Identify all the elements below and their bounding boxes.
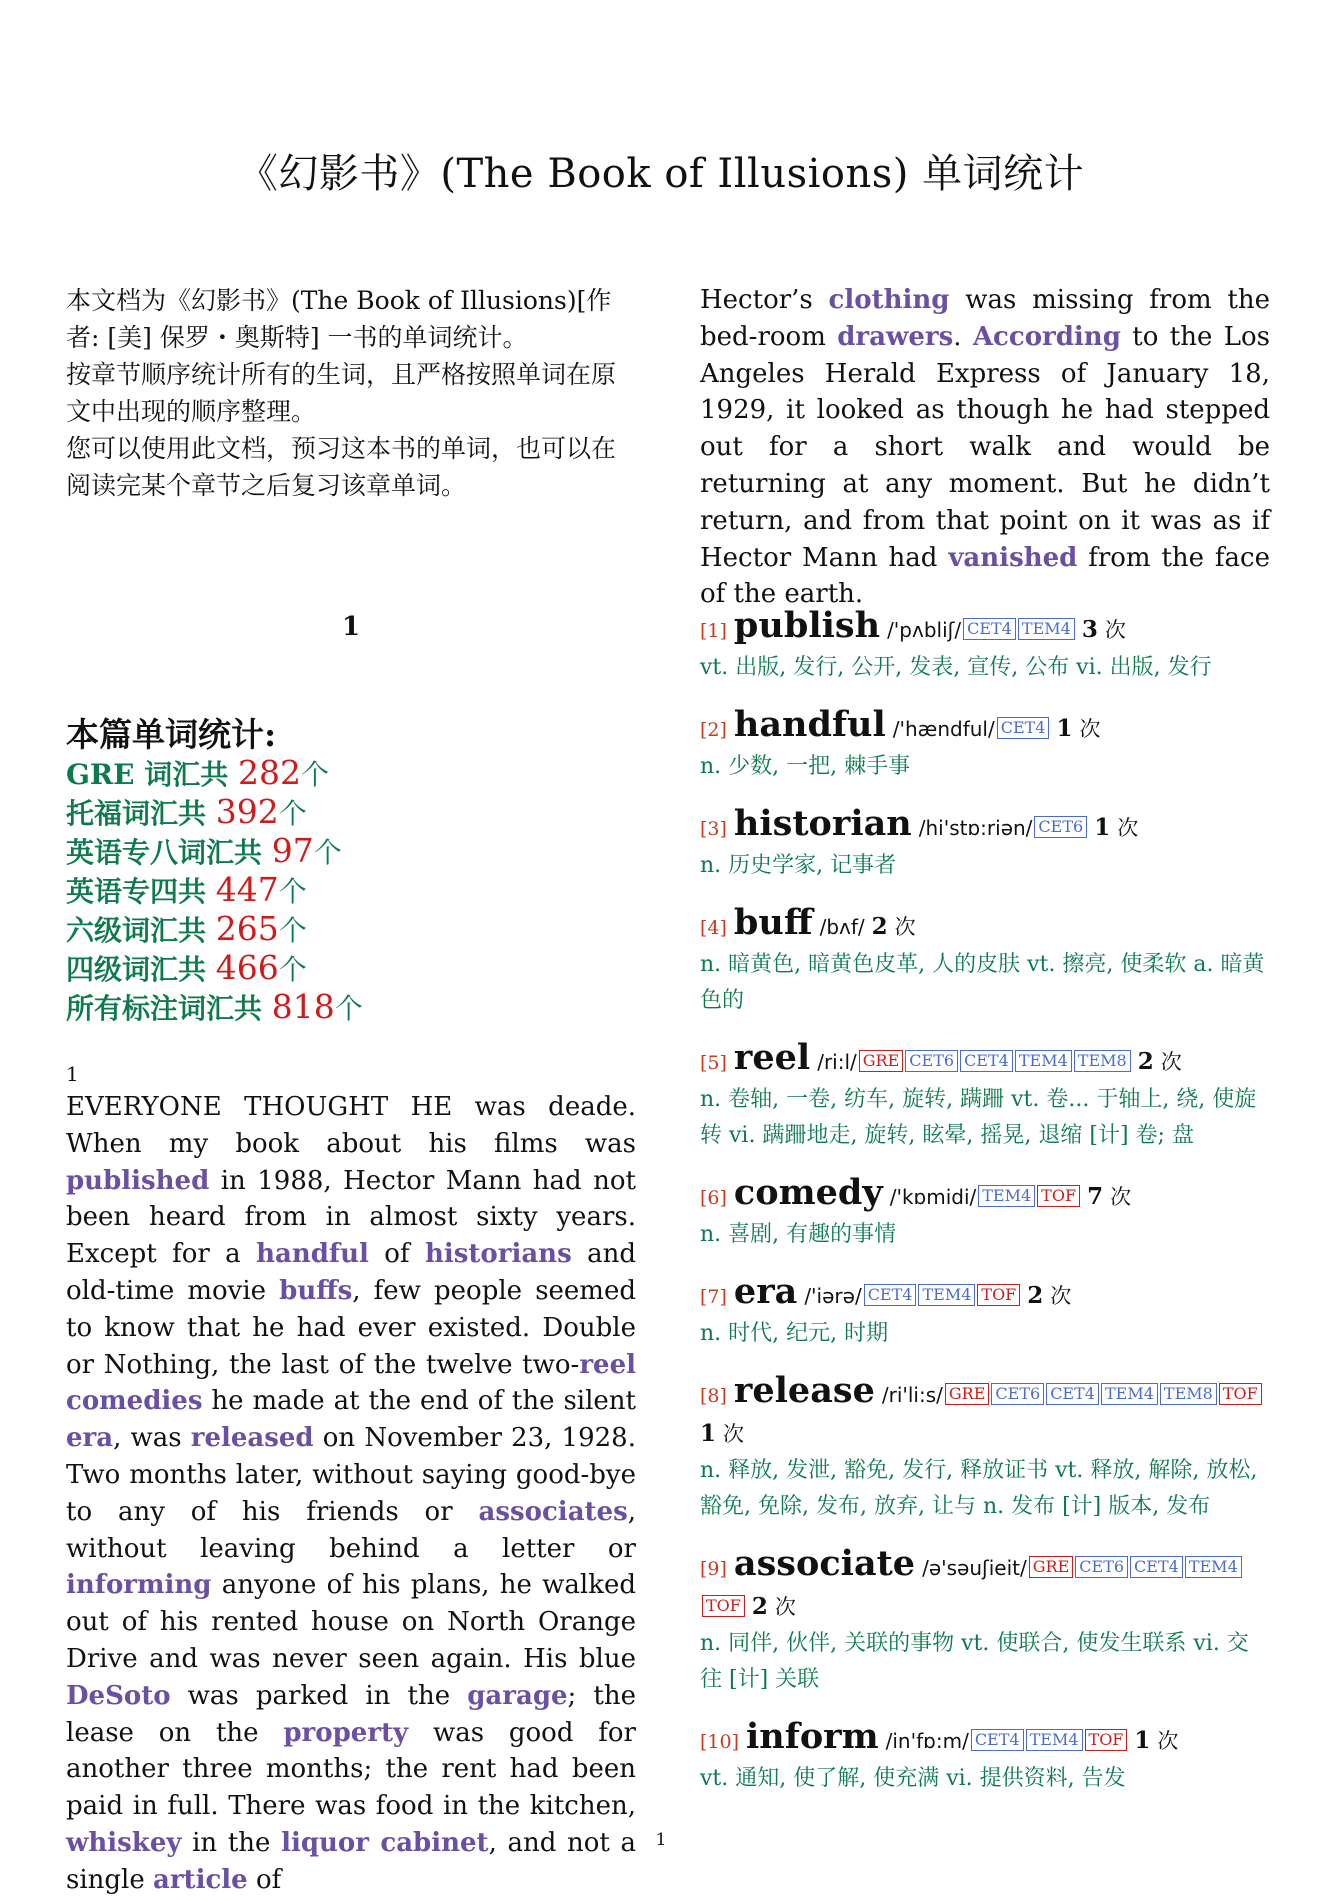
vocab-entry-head — [700, 805, 1270, 848]
vocab-level-tag: TOF — [977, 1284, 1020, 1306]
vocab-count-unit: 次 — [1117, 816, 1139, 840]
stat-label: 英语专八词汇共 — [66, 836, 272, 869]
highlighted-word: historians — [424, 1239, 572, 1270]
vocab-count-unit: 次 — [1104, 618, 1126, 642]
vocab-definition: n. 释放, 发泄, 豁免, 发行, 释放证书 vt. 释放, 解除, 放松, 豁免, 免除, 发布, 放弃, 让与 n. 发布 [计] 版本, 发布 — [700, 1458, 1258, 1519]
document-title: 《幻影书》(The Book of Illusions) 单词统计 — [237, 151, 1085, 197]
highlighted-word: garage — [467, 1680, 568, 1711]
highlighted-word: published — [66, 1165, 210, 1196]
vocab-word: comedy — [733, 1172, 883, 1213]
highlighted-word: era — [66, 1423, 114, 1454]
vocab-definition: n. 卷轴, 一卷, 纺车, 旋转, 蹒跚 vt. 卷... 于轴上, 绕, 使旋转 vi. 蹒跚地走, 旋转, 眩晕, 摇晃, 退缩 [计] 卷; 盘 — [700, 1087, 1257, 1148]
vocab-count-unit: 次 — [723, 1422, 745, 1446]
vocab-entry — [700, 1545, 1270, 1698]
vocab-definition: n. 时代, 纪元, 时期 — [700, 1321, 889, 1346]
vocab-entry-head — [700, 1372, 1270, 1453]
stat-row — [66, 871, 363, 910]
paragraph-number: 1 — [66, 1062, 79, 1086]
intro — [66, 282, 636, 504]
stat-unit: 个 — [313, 836, 342, 869]
vocab-count-unit: 次 — [894, 915, 916, 939]
stat-unit: 个 — [334, 992, 363, 1025]
vocab-entry-head — [700, 607, 1270, 650]
text-run: was good for another three months; the rent had been paid in full. There was food in the kitchen, — [66, 1717, 636, 1822]
vocab-entry-head — [700, 1545, 1270, 1626]
vocab-entry — [700, 1273, 1270, 1352]
vocab-phonetic: /bʌf/ — [819, 915, 865, 939]
vocab-definition: n. 同伴, 伙伴, 关联的事物 vt. 使联合, 使发生联系 vi. 交往 [计] 关联 — [700, 1631, 1249, 1692]
stat-label: 托福词汇共 — [66, 797, 216, 830]
stat-count: 466 — [215, 948, 279, 987]
vocab-index: [8] — [700, 1385, 727, 1407]
vocab-word: release — [733, 1370, 875, 1411]
vocab-level-tag: CET4 — [1046, 1383, 1099, 1405]
stats-list — [66, 754, 363, 1027]
highlighted-word: DeSoto — [66, 1680, 171, 1711]
vocab-level-tag: CET4 — [960, 1050, 1013, 1072]
text-run: , few people seemed to know that he had ever existed. Double or Nothing, the last of the twelve two- — [66, 1275, 636, 1380]
vocab-level-tag: TOF — [702, 1595, 745, 1617]
highlighted-word: clothing — [828, 285, 950, 315]
highlighted-word: associates — [478, 1496, 628, 1527]
vocab-count-unit: 次 — [1050, 1284, 1072, 1308]
highlighted-word: buffs — [279, 1275, 353, 1306]
stat-unit: 个 — [301, 758, 330, 791]
vocab-phonetic: /ə'səuʃieit/ — [922, 1556, 1027, 1580]
stat-unit: 个 — [278, 953, 307, 986]
highlighted-word: liquor cabinet — [281, 1827, 489, 1858]
body-text-continued — [700, 282, 1270, 613]
vocab-level-tag: TEM4 — [1026, 1729, 1083, 1751]
vocab-entry-head — [700, 1718, 1270, 1761]
vocab-index: [3] — [700, 818, 727, 840]
vocab-level-tag: TEM4 — [1101, 1383, 1158, 1405]
vocab-level-tag: CET6 — [991, 1383, 1044, 1405]
vocab-entry — [700, 1372, 1270, 1525]
stat-row — [66, 754, 363, 793]
vocab-level-tag: TEM8 — [1160, 1383, 1217, 1405]
vocab-word: handful — [733, 704, 886, 745]
vocab-count: 2 — [1027, 1282, 1044, 1309]
intro-line: 本文档为《幻影书》(The Book of Illusions)[作者: [美] 保罗・奥斯特] 一书的单词统计。 — [66, 286, 612, 352]
highlighted-word: article — [153, 1864, 248, 1895]
intro-line: 您可以使用此文档，预习这本书的单词，也可以在阅读完某个章节之后复习该章单词。 — [66, 434, 617, 500]
vocab-phonetic: /ri'li:s/ — [881, 1383, 943, 1407]
vocab-count: 1 — [700, 1420, 717, 1447]
vocab-word: publish — [733, 605, 881, 646]
vocab-count-unit: 次 — [1160, 1050, 1182, 1074]
vocab-level-tag: TOF — [1085, 1729, 1128, 1751]
text-run: was parked in the — [170, 1680, 468, 1711]
vocab-phonetic: /hi'stɒ:riən/ — [918, 816, 1033, 840]
vocab-level-tag: CET6 — [905, 1050, 958, 1072]
vocab-count: 2 — [1137, 1048, 1154, 1075]
vocab-entry-head — [700, 1273, 1270, 1316]
stat-count: 265 — [215, 909, 279, 948]
chapter-heading: 1 — [341, 612, 361, 642]
vocab-count: 1 — [1056, 715, 1073, 742]
vocab-level-tag: CET4 — [997, 717, 1050, 739]
vocab-count: 1 — [1134, 1727, 1151, 1754]
stat-row — [66, 793, 363, 832]
text-run: , and not a single — [66, 1827, 637, 1895]
vocab-word: inform — [746, 1716, 879, 1757]
stat-count: 447 — [215, 870, 279, 909]
text-run: was missing from the bed-room — [700, 285, 1270, 352]
text-run: in the — [181, 1827, 282, 1858]
vocab-index: [2] — [700, 719, 727, 741]
stat-label: 四级词汇共 — [66, 953, 216, 986]
text-run: on November 23, 1928. Two months later, without saying good-bye to any of his friends or — [66, 1423, 636, 1527]
vocab-entry — [700, 1039, 1270, 1154]
vocab-level-tag: TEM4 — [1018, 618, 1075, 640]
vocab-level-tag: TEM4 — [1015, 1050, 1072, 1072]
vocab-definition: n. 暗黄色, 暗黄色皮革, 人的皮肤 vt. 擦亮, 使柔软 a. 暗黄色的 — [700, 952, 1265, 1013]
stat-unit: 个 — [278, 914, 307, 947]
stat-count: 97 — [271, 831, 314, 870]
highlighted-word: property — [283, 1717, 409, 1748]
vocab-count-unit: 次 — [1110, 1185, 1132, 1209]
vocab-entry — [700, 805, 1270, 884]
vocab-definition: n. 喜剧, 有趣的事情 — [700, 1222, 897, 1247]
stat-unit: 个 — [278, 797, 307, 830]
vocab-count: 2 — [871, 913, 888, 940]
page-number: 1 — [655, 1830, 667, 1850]
vocab-definition: vt. 通知, 使了解, 使充满 vi. 提供资料, 告发 — [700, 1766, 1126, 1791]
stat-unit: 个 — [278, 875, 307, 908]
highlighted-word: whiskey — [66, 1827, 182, 1858]
stat-count: 818 — [271, 987, 335, 1026]
vocab-level-tag: CET4 — [1130, 1556, 1183, 1578]
vocab-count-unit: 次 — [1079, 717, 1101, 741]
right-column — [700, 282, 1271, 1791]
stats-title: 本篇单词统计: — [66, 715, 277, 754]
vocab-entry-head — [700, 904, 1270, 947]
stat-count: 392 — [215, 792, 279, 831]
text-run: to the Los Angeles Herald Express of January 18, 1929, it looked as though he had stepped out for a short walk and would be returning at any moment. But he didn’t return, and from that point on it was as if Hector Mann had — [700, 321, 1270, 573]
stat-row — [66, 910, 363, 949]
stat-row — [66, 949, 363, 988]
vocab-index: [9] — [700, 1558, 727, 1580]
vocab-word: reel — [733, 1037, 811, 1078]
vocab-count: 3 — [1081, 616, 1098, 643]
vocabulary-list — [700, 607, 1270, 1817]
intro-line: 按章节顺序统计所有的生词，且严格按照单词在原文中出现的顺序整理。 — [66, 360, 617, 426]
highlighted-word: drawers — [837, 321, 954, 352]
text-run: ; the lease on the — [66, 1680, 637, 1748]
vocab-word: buff — [733, 902, 813, 943]
vocab-entry — [700, 904, 1270, 1019]
vocab-count-unit: 次 — [1157, 1729, 1179, 1753]
vocab-level-tag: TEM4 — [978, 1185, 1035, 1207]
vocab-count: 2 — [751, 1593, 768, 1620]
text-run: EVERYONE THOUGHT HE was deade. When my book about his films was — [66, 1092, 636, 1159]
highlighted-word: released — [190, 1423, 314, 1454]
vocab-definition: vt. 出版, 发行, 公开, 发表, 宣传, 公布 vi. 出版, 发行 — [700, 655, 1212, 680]
vocab-level-tag: TEM8 — [1074, 1050, 1131, 1072]
stat-label: GRE 词汇共 — [66, 758, 239, 791]
text-run: and old-time movie — [66, 1239, 637, 1306]
vocab-index: [7] — [700, 1286, 727, 1308]
vocab-level-tag: CET6 — [1075, 1556, 1128, 1578]
stat-label: 英语专四共 — [66, 875, 216, 908]
stat-count: 282 — [238, 753, 302, 792]
text-run: , without leaving behind a letter or — [66, 1496, 636, 1564]
highlighted-word: handful — [256, 1239, 369, 1270]
text-run: he made at the end of the silent — [202, 1386, 636, 1417]
vocab-index: [1] — [700, 620, 727, 642]
vocab-phonetic: /in'fɒ:m/ — [885, 1729, 969, 1753]
vocab-level-tag: TOF — [1037, 1185, 1080, 1207]
highlighted-word: According — [972, 321, 1121, 352]
vocab-entry-head — [700, 1174, 1270, 1217]
vocab-level-tag: CET6 — [1034, 816, 1087, 838]
stat-row — [66, 988, 363, 1027]
stat-row — [66, 832, 363, 871]
vocab-level-tag: GRE — [945, 1383, 990, 1405]
text-run: of — [368, 1239, 425, 1270]
vocab-word: era — [733, 1271, 798, 1312]
vocab-phonetic: /ri:l/ — [817, 1050, 857, 1074]
vocab-level-tag: CET4 — [864, 1284, 917, 1306]
vocab-level-tag: TEM4 — [918, 1284, 975, 1306]
text-run: in 1988, Hector Mann had not been heard from in almost sixty years. Except for a — [66, 1165, 636, 1270]
vocab-phonetic: /'iərə/ — [804, 1284, 862, 1308]
vocab-phonetic: /'pʌbliʃ/ — [887, 618, 962, 642]
vocab-level-tag: CET4 — [963, 618, 1016, 640]
vocab-entry — [700, 1718, 1270, 1797]
vocab-level-tag: GRE — [1029, 1556, 1074, 1578]
vocab-word: associate — [733, 1543, 916, 1584]
highlighted-word: reel comedies — [66, 1349, 636, 1417]
vocab-entry — [700, 706, 1270, 785]
vocab-index: [10] — [700, 1731, 740, 1753]
highlighted-word: informing — [66, 1570, 212, 1601]
vocab-count: 1 — [1094, 814, 1111, 841]
vocab-entry-head — [700, 1039, 1270, 1082]
text-run: from the face of the earth. — [700, 542, 1271, 610]
vocab-entry — [700, 1174, 1270, 1253]
vocab-count: 7 — [1087, 1183, 1104, 1210]
vocab-index: [6] — [700, 1187, 727, 1209]
text-run: . — [953, 321, 973, 352]
vocab-level-tag: TEM4 — [1185, 1556, 1242, 1578]
left-column — [66, 282, 637, 1895]
text-run: of — [247, 1864, 282, 1895]
vocab-entry — [700, 607, 1270, 686]
body-text — [66, 1089, 636, 1899]
vocab-definition: n. 少数, 一把, 棘手事 — [700, 754, 911, 779]
vocab-phonetic: /'hændful/ — [892, 717, 995, 741]
text-run: anyone of his plans, he walked out of his rented house on North Orange Drive and was never seen again. His blue — [66, 1570, 636, 1674]
vocab-count-unit: 次 — [774, 1595, 796, 1619]
vocab-word: historian — [733, 803, 912, 844]
vocab-level-tag: TOF — [1219, 1383, 1262, 1405]
highlighted-word: vanished — [948, 542, 1078, 573]
vocab-index: [5] — [700, 1052, 727, 1074]
text-run: Hector’s — [700, 285, 829, 315]
vocab-definition: n. 历史学家, 记事者 — [700, 853, 897, 878]
vocab-index: [4] — [700, 917, 727, 939]
vocab-level-tag: GRE — [859, 1050, 904, 1072]
vocab-level-tag: CET4 — [971, 1729, 1024, 1751]
vocab-entry-head — [700, 706, 1270, 749]
stat-label: 六级词汇共 — [66, 914, 216, 947]
text-run: , was — [113, 1423, 191, 1454]
stat-label: 所有标注词汇共 — [66, 992, 272, 1025]
vocab-phonetic: /'kɒmidi/ — [889, 1185, 977, 1209]
